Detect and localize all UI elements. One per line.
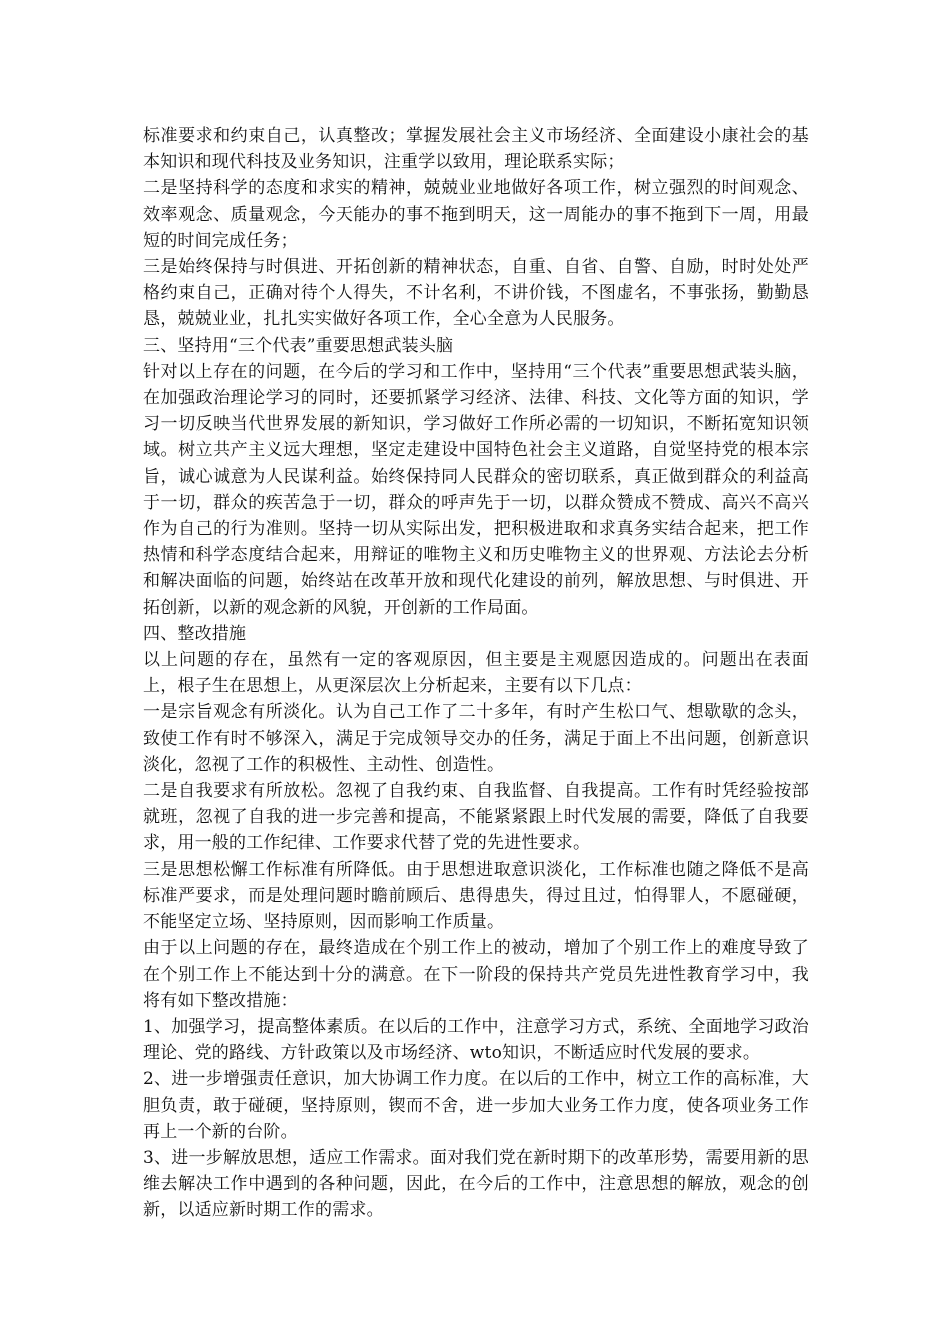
measure-item-1: 1、加强学习，提高整体素质。在以后的工作中，注意学习方式，系统、全面地学习政治理论、党的路线、方针政策以及市场经济、wto知识，不断适应时代发展的要求。 — [143, 1016, 809, 1064]
measure-item-3: 3、进一步解放思想，适应工作需求。面对我们党在新时期下的改革形势，需要用新的思维去解决工作中遇到的各种问题，因此，在今后的工作中，注意思想的解放，观念的创新，以适应新时期工作的需求。 — [143, 1147, 809, 1221]
section-heading-3: 三、坚持用“三个代表”重要思想武装头脑 — [143, 335, 454, 356]
paragraph-3: 三是始终保持与时俱进、开拓创新的精神状态，自重、自省、自警、自励，时时处处严格约束自己，正确对待个人得失，不计名利，不讲价钱，不图虚名，不事张扬，勤勤恳恳，兢兢业业，扎扎实实做好各项工作，全心全意为人民服务。 — [143, 257, 809, 330]
paragraph-1: 标准要求和约束自己，认真整改；掌握发展社会主义市场经济、全面建设小康社会的基本知识和现代科技及业务知识，注重学以致用，理论联系实际； — [143, 126, 809, 173]
paragraph-4: 针对以上存在的问题，在今后的学习和工作中，坚持用“三个代表”重要思想武装头脑，在加强政治理论学习的同时，还要抓紧学习经济、法律、科技、文化等方面的知识，学习一切反映当代世界发展的新知识，学习做好工作所必需的一切知识，不断拓宽知识领域。树立共产主义远大理想，坚定走建设中国特色社会主义道路，自觉坚持党的根本宗旨，诚心诚意为人民谋利益。始终保持同人民群众的密切联系，真正做到群众的利益高于一切，群众的疾苦急于一切，群众的呼声先于一切，以群众赞成不赞成、高兴不高兴作为自己的行为准则。坚持一切从实际出发，把积极进取和求真务实结合起来，把工作热情和科学态度结合起来，用辩证的唯物主义和历史唯物主义的世界观、方法论去分析和解决面临的问题，始终站在改革开放和现代化建设的前列，解放思想、与时俱进、开拓创新，以新的观念新的风貌，开创新的工作局面。 — [143, 361, 809, 618]
paragraph-5: 以上问题的存在，虽然有一定的客观原因，但主要是主观愿因造成的。问题出在表面上，根子生在思想上，从更深层次上分析起来，主要有以下几点： — [143, 650, 809, 697]
paragraph-6: 一是宗旨观念有所淡化。认为自己工作了二十多年，有时产生松口气、想歇歇的念头，致使工作有时不够深入，满足于完成领导交办的任务，满足于面上不出问题，创新意识淡化，忽视了工作的积极性、主动性、创造性。 — [143, 702, 809, 775]
paragraph-8: 三是思想松懈工作标准有所降低。由于思想进取意识淡化，工作标准也随之降低不是高标准严要求，而是处理问题时瞻前顾后、患得患失，得过且过，怕得罪人，不愿碰硬，不能坚定立场、坚持原则，因而影响工作质量。 — [143, 859, 809, 933]
paragraph-2: 二是坚持科学的态度和求实的精神，兢兢业业地做好各项工作，树立强烈的时间观念、效率观念、质量观念，今天能办的事不拖到明天，这一周能办的事不拖到下一周，用最短的时间完成任务； — [143, 178, 809, 251]
section-heading-4: 四、整改措施 — [143, 623, 247, 644]
paragraph-7: 二是自我要求有所放松。忽视了自我约束、自我监督、自我提高。工作有时凭经验按部就班，忽视了自我的进一步完善和提高，不能紧紧跟上时代发展的需要，降低了自我要求，用一般的工作纪律、工作要求代替了党的先进性要求。 — [143, 781, 809, 854]
paragraph-9: 由于以上问题的存在，最终造成在个别工作上的被动，增加了个别工作上的难度导致了在个别工作上不能达到十分的满意。在下一阶段的保持共产党员先进性教育学习中，我将有如下整改措施： — [143, 938, 809, 1011]
measure-item-2: 2、进一步增强责任意识，加大协调工作力度。在以后的工作中，树立工作的高标准，大胆负责，敢于碰硬，坚持原则，锲而不舍，进一步加大业务工作力度，使各项业务工作再上一个新的台阶。 — [143, 1069, 809, 1142]
document-body — [143, 123, 809, 1224]
